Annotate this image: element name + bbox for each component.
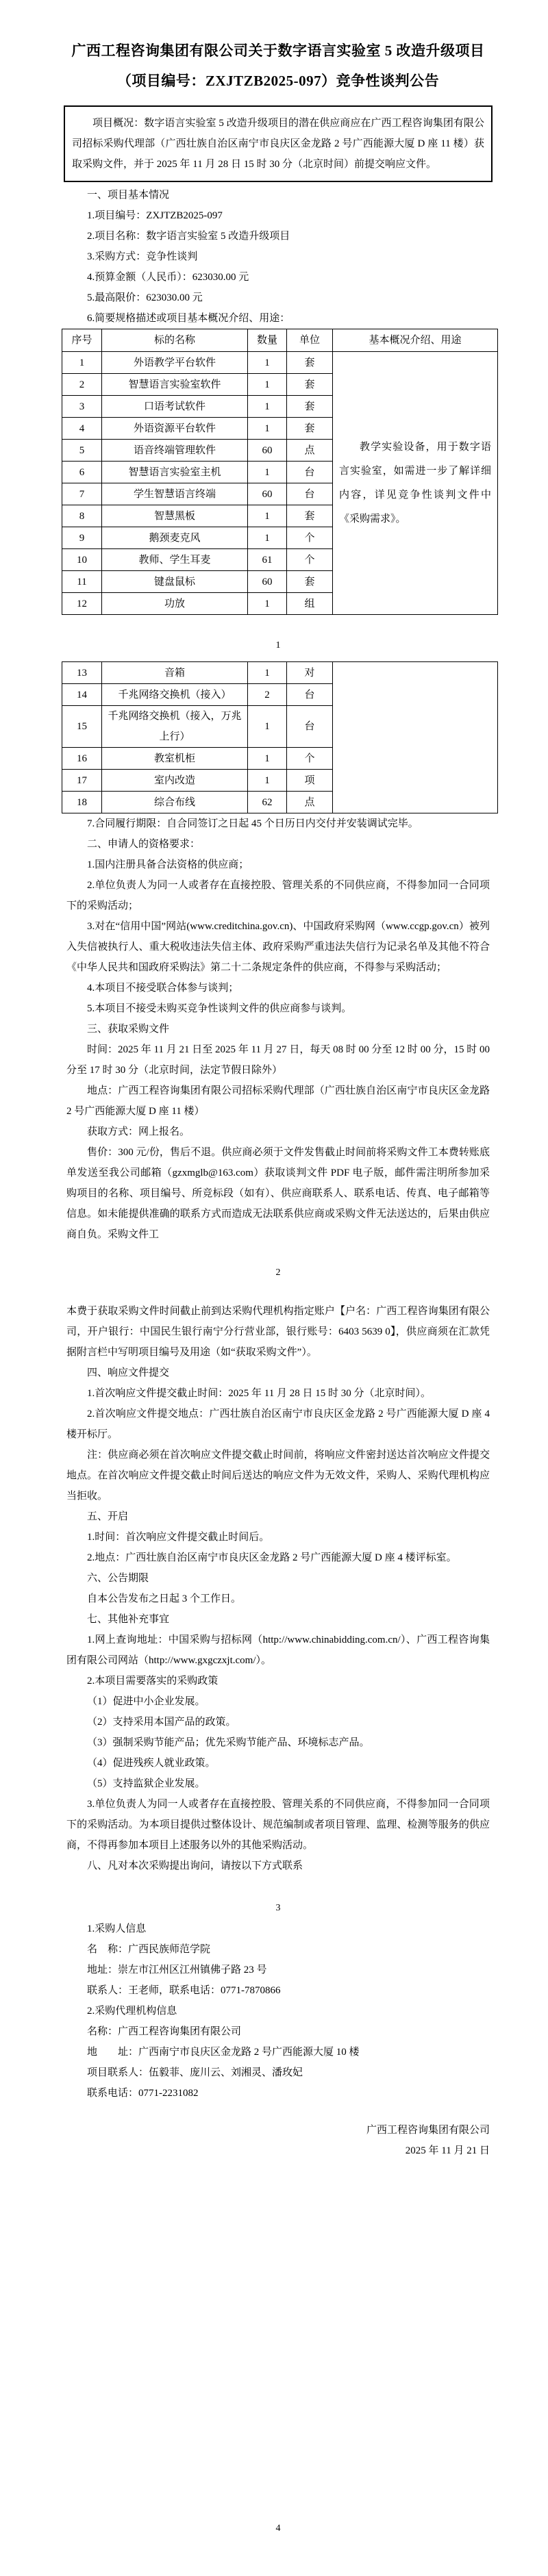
page-number: 1 bbox=[275, 640, 281, 651]
cell-unit: 点 bbox=[287, 440, 333, 462]
cell-unit: 点 bbox=[287, 792, 333, 813]
cell-name: 室内改造 bbox=[102, 770, 248, 792]
cell-qty: 60 bbox=[248, 571, 287, 593]
blank-space bbox=[66, 2161, 490, 2518]
cell-qty: 1 bbox=[248, 352, 287, 374]
qualification-item: 5.本项目不接受未购买竞争性谈判文件的供应商参与谈判。 bbox=[87, 1003, 352, 1014]
cell-qty: 1 bbox=[248, 527, 287, 549]
cell-name: 教室机柜 bbox=[102, 748, 248, 770]
cell-no: 18 bbox=[62, 792, 102, 813]
cell-name: 综合布线 bbox=[102, 792, 248, 813]
acquisition-time: 时间：2025 年 11 月 21 日至 2025 年 11 月 27 日，每天 08 时 00 分至 12 时 00 分，15 时 00 分至 17 时 30 分（北京时间，法定节假日除外） bbox=[66, 1044, 490, 1076]
cell-unit: 套 bbox=[287, 571, 333, 593]
policy-item: （1）促进中小企业发展。 bbox=[87, 1696, 206, 1707]
cell-unit: 对 bbox=[287, 662, 333, 684]
acquisition-method: 获取方式：网上报名。 bbox=[87, 1126, 190, 1137]
cell-no: 16 bbox=[62, 748, 102, 770]
cell-qty: 1 bbox=[248, 462, 287, 483]
announcement-period: 自本公告发布之日起 3 个工作日。 bbox=[87, 1593, 242, 1604]
cell-unit: 个 bbox=[287, 549, 333, 571]
cell-qty: 62 bbox=[248, 792, 287, 813]
cell-no: 2 bbox=[62, 374, 102, 396]
cell-no: 17 bbox=[62, 770, 102, 792]
submission-deadline: 1.首次响应文件提交截止时间：2025 年 11 月 28 日 15 时 30 分（北京时间）。 bbox=[87, 1388, 431, 1399]
cell-qty: 1 bbox=[248, 418, 287, 440]
table-note-text: 教学实验设备，用于数字语言实验室，如需进一步了解详细内容，详见竞争性谈判文件中《采购需求》。 bbox=[339, 441, 491, 525]
cell-no: 7 bbox=[62, 483, 102, 505]
cell-no: 11 bbox=[62, 571, 102, 593]
cell-qty: 1 bbox=[248, 396, 287, 418]
table-header-row bbox=[62, 329, 498, 352]
cell-unit: 套 bbox=[287, 418, 333, 440]
basic-item: 2.项目名称：数字语言实验室 5 改造升级项目 bbox=[87, 231, 290, 242]
cell-name: 音箱 bbox=[102, 662, 248, 684]
cell-unit: 台 bbox=[287, 684, 333, 706]
cell-no: 10 bbox=[62, 549, 102, 571]
cell-name: 语音终端管理软件 bbox=[102, 440, 248, 462]
project-overview-text: 项目概况：数字语言实验室 5 改造升级项目的潜在供应商应在广西工程咨询集团有限公司招标采购代理部（广西壮族自治区南宁市良庆区金龙路 2 号广西能源大厦 D 座 11 楼）获取采购文件，并于 2025 年 11 月 28 日 15 时 30 分（北京时间）前提交响应文件。 bbox=[72, 118, 484, 170]
cell-no: 1 bbox=[62, 352, 102, 374]
cell-unit: 台 bbox=[287, 462, 333, 483]
cell-no: 13 bbox=[62, 662, 102, 684]
basic-item: 6.简要规格描述或项目基本概况介绍、用途： bbox=[87, 313, 290, 324]
purchaser-address: 地址：崇左市江州区江州镇佛子路 23 号 bbox=[87, 1965, 267, 1975]
cell-no: 8 bbox=[62, 505, 102, 527]
section-heading-2: 二、申请人的资格要求： bbox=[87, 839, 201, 850]
cell-unit: 组 bbox=[287, 593, 333, 615]
other-query-address: 1.网上查询地址：中国采购与招标网（http://www.chinabidding.com.cn/）、广西工程咨询集团有限公司网站（http://www.gxgczxjt.com/）。 bbox=[66, 1634, 490, 1666]
basic-item: 3.采购方式：竞争性谈判 bbox=[87, 251, 198, 262]
cell-qty: 1 bbox=[248, 374, 287, 396]
column-header: 数量 bbox=[248, 329, 287, 352]
acquisition-price-part1: 售价：300 元/份，售后不退。供应商必须于文件发售截止时间前将采购文件工本费转账底单发送至我公司邮箱（gzxmglb@163.com）获取谈判文件 PDF 电子版，邮件需注明所参加采购项目的名称、项目编号、所竞标段（如有）、供应商联系人、联系电话、传真、电子邮箱等信息。如未能提供准确的联系方式而造成无法联系供应商或采购文件无法送达的，后果由供应商自负。采购文件工 bbox=[66, 1147, 490, 1240]
cell-unit: 个 bbox=[287, 748, 333, 770]
cell-no: 4 bbox=[62, 418, 102, 440]
section-heading-8: 八、凡对本次采购提出询问，请按以下方式联系 bbox=[87, 1860, 303, 1871]
agency-address: 地 址：广西南宁市良庆区金龙路 2 号广西能源大厦 10 楼 bbox=[87, 2047, 360, 2058]
agency-phone: 联系电话：0771-2231082 bbox=[87, 2088, 199, 2099]
cell-qty: 2 bbox=[248, 684, 287, 706]
purchaser-name: 名 称：广西民族师范学院 bbox=[87, 1944, 211, 1955]
signature-date: 2025 年 11 月 21 日 bbox=[405, 2145, 490, 2156]
cell-name: 智慧语言实验室软件 bbox=[102, 374, 248, 396]
agency-heading: 2.采购代理机构信息 bbox=[87, 2006, 177, 2017]
cell-no: 6 bbox=[62, 462, 102, 483]
acquisition-place: 地点：广西工程咨询集团有限公司招标采购代理部（广西壮族自治区南宁市良庆区金龙路 2 号广西能源大厦 D 座 11 楼） bbox=[66, 1085, 490, 1117]
cell-name: 智慧黑板 bbox=[102, 505, 248, 527]
cell-qty: 1 bbox=[248, 593, 287, 615]
section-heading-6: 六、公告期限 bbox=[87, 1573, 149, 1584]
basic-item: 5.最高限价：623030.00 元 bbox=[87, 292, 203, 303]
policy-item: （2）支持采用本国产品的政策。 bbox=[87, 1717, 236, 1728]
qualification-item: 1.国内注册具备合法资格的供应商； bbox=[87, 859, 249, 870]
cell-name: 智慧语言实验室主机 bbox=[102, 462, 248, 483]
cell-name: 千兆网络交换机（接入，万兆上行） bbox=[102, 706, 248, 748]
table-row bbox=[62, 662, 498, 684]
basic-item: 1.项目编号：ZXJTZB2025-097 bbox=[87, 210, 223, 221]
title-line-1: 广西工程咨询集团有限公司关于数字语言实验室 5 改造升级项目 bbox=[71, 42, 485, 59]
document-title bbox=[66, 36, 490, 96]
acquisition-price-part2: 本费于获取采购文件时间截止前到达采购代理机构指定账户【户名：广西工程咨询集团有限公司，开户银行：中国民生银行南宁分行营业部，银行账号：6403 5639 0】，供应商须在汇款凭据附言栏中写明项目编号及用途（如“获取采购文件”）。 bbox=[66, 1306, 490, 1358]
section-heading-3: 三、获取采购文件 bbox=[87, 1024, 170, 1035]
items-table-part2 bbox=[62, 661, 498, 813]
cell-qty: 61 bbox=[248, 549, 287, 571]
cell-name: 鹅颈麦克风 bbox=[102, 527, 248, 549]
cell-unit: 套 bbox=[287, 374, 333, 396]
opening-time: 1.时间：首次响应文件提交截止时间后。 bbox=[87, 1532, 270, 1543]
page-number: 4 bbox=[275, 2523, 281, 2534]
policy-item: （3）强制采购节能产品；优先采购节能产品、环境标志产品。 bbox=[87, 1737, 370, 1748]
section-heading-7: 七、其他补充事宜 bbox=[87, 1614, 170, 1625]
opening-place: 2.地点：广西壮族自治区南宁市良庆区金龙路 2 号广西能源大厦 D 座 4 楼评标室。 bbox=[87, 1552, 457, 1563]
table-row bbox=[62, 352, 498, 374]
cell-qty: 60 bbox=[248, 483, 287, 505]
policy-item: （5）支持监狱企业发展。 bbox=[87, 1778, 206, 1789]
column-header: 序号 bbox=[62, 329, 102, 352]
cell-name: 千兆网络交换机（接入） bbox=[102, 684, 248, 706]
section-heading-4: 四、响应文件提交 bbox=[87, 1367, 170, 1378]
cell-name: 口语考试软件 bbox=[102, 396, 248, 418]
cell-qty: 60 bbox=[248, 440, 287, 462]
cell-name: 外语教学平台软件 bbox=[102, 352, 248, 374]
title-line-2: （项目编号：ZXJTZB2025-097）竞争性谈判公告 bbox=[116, 73, 440, 89]
section-heading-5: 五、开启 bbox=[87, 1511, 129, 1522]
cell-name: 功放 bbox=[102, 593, 248, 615]
cell-name: 学生智慧语言终端 bbox=[102, 483, 248, 505]
cell-qty: 1 bbox=[248, 748, 287, 770]
cell-unit: 个 bbox=[287, 527, 333, 549]
column-header: 标的名称 bbox=[102, 329, 248, 352]
cell-unit: 套 bbox=[287, 396, 333, 418]
items-table-part1 bbox=[62, 329, 498, 615]
cell-name: 教师、学生耳麦 bbox=[102, 549, 248, 571]
cell-note bbox=[333, 662, 498, 813]
cell-name: 键盘鼠标 bbox=[102, 571, 248, 593]
purchaser-contact: 联系人：王老师，联系电话：0771-7870866 bbox=[87, 1985, 281, 1996]
cell-no: 12 bbox=[62, 593, 102, 615]
project-overview-box bbox=[64, 105, 493, 182]
signature-company: 广西工程咨询集团有限公司 bbox=[366, 2125, 490, 2136]
qualification-item: 2.单位负责人为同一人或者存在直接控股、管理关系的不同供应商，不得参加同一合同项下的采购活动； bbox=[66, 880, 490, 911]
cell-note bbox=[333, 352, 498, 615]
section-heading-1: 一、项目基本情况 bbox=[87, 190, 170, 201]
submission-place: 2.首次响应文件提交地点：广西壮族自治区南宁市良庆区金龙路 2 号广西能源大厦 D 座 4 楼开标厅。 bbox=[66, 1409, 490, 1440]
cell-no: 5 bbox=[62, 440, 102, 462]
column-header: 基本概况介绍、用途 bbox=[333, 329, 498, 352]
other-policy-heading: 2.本项目需要落实的采购政策 bbox=[87, 1676, 219, 1687]
cell-no: 14 bbox=[62, 684, 102, 706]
purchaser-heading: 1.采购人信息 bbox=[87, 1923, 147, 1934]
page-number: 2 bbox=[275, 1267, 281, 1278]
cell-unit: 套 bbox=[287, 505, 333, 527]
cell-qty: 1 bbox=[248, 662, 287, 684]
agency-contacts: 项目联系人：伍毅菲、庞川云、刘湘灵、潘玫妃 bbox=[87, 2067, 303, 2078]
cell-name: 外语资源平台软件 bbox=[102, 418, 248, 440]
page-number: 3 bbox=[275, 1903, 281, 1913]
cell-unit: 台 bbox=[287, 706, 333, 748]
qualification-item: 4.本项目不接受联合体参与谈判； bbox=[87, 983, 239, 994]
cell-unit: 项 bbox=[287, 770, 333, 792]
cell-qty: 1 bbox=[248, 505, 287, 527]
cell-qty: 1 bbox=[248, 706, 287, 748]
policy-item: （4）促进残疾人就业政策。 bbox=[87, 1758, 216, 1769]
agency-name: 名称：广西工程咨询集团有限公司 bbox=[87, 2026, 242, 2037]
other-same-leader: 3.单位负责人为同一人或者存在直接控股、管理关系的不同供应商，不得参加同一合同项下的采购活动。为本项目提供过整体设计、规范编制或者项目管理、监理、检测等服务的供应商，不得再参加本项目上述服务以外的其他采购活动。 bbox=[66, 1799, 490, 1851]
cell-unit: 台 bbox=[287, 483, 333, 505]
column-header: 单位 bbox=[287, 329, 333, 352]
contract-term: 7.合同履行期限：自合同签订之日起 45 个日历日内交付并安装调试完毕。 bbox=[87, 818, 419, 829]
cell-unit: 套 bbox=[287, 352, 333, 374]
cell-no: 9 bbox=[62, 527, 102, 549]
basic-item: 4.预算金额（人民币）：623030.00 元 bbox=[87, 272, 249, 283]
qualification-item: 3.对在“信用中国”网站(www.creditchina.gov.cn)、中国政府采购网（www.ccgp.gov.cn）被列入失信被执行人、重大税收违法失信主体、政府采购严重违法失信行为记录名单及其他不符合《中华人民共和国政府采购法》第二十二条规定条件的供应商，不得参与采购活动； bbox=[66, 921, 490, 973]
submission-note: 注：供应商必须在首次响应文件提交截止时间前，将响应文件密封送达首次响应文件提交地点。在首次响应文件提交截止时间后送达的响应文件为无效文件，采购人、采购代理机构应当拒收。 bbox=[66, 1450, 490, 1502]
cell-no: 15 bbox=[62, 706, 102, 748]
cell-qty: 1 bbox=[248, 770, 287, 792]
cell-no: 3 bbox=[62, 396, 102, 418]
